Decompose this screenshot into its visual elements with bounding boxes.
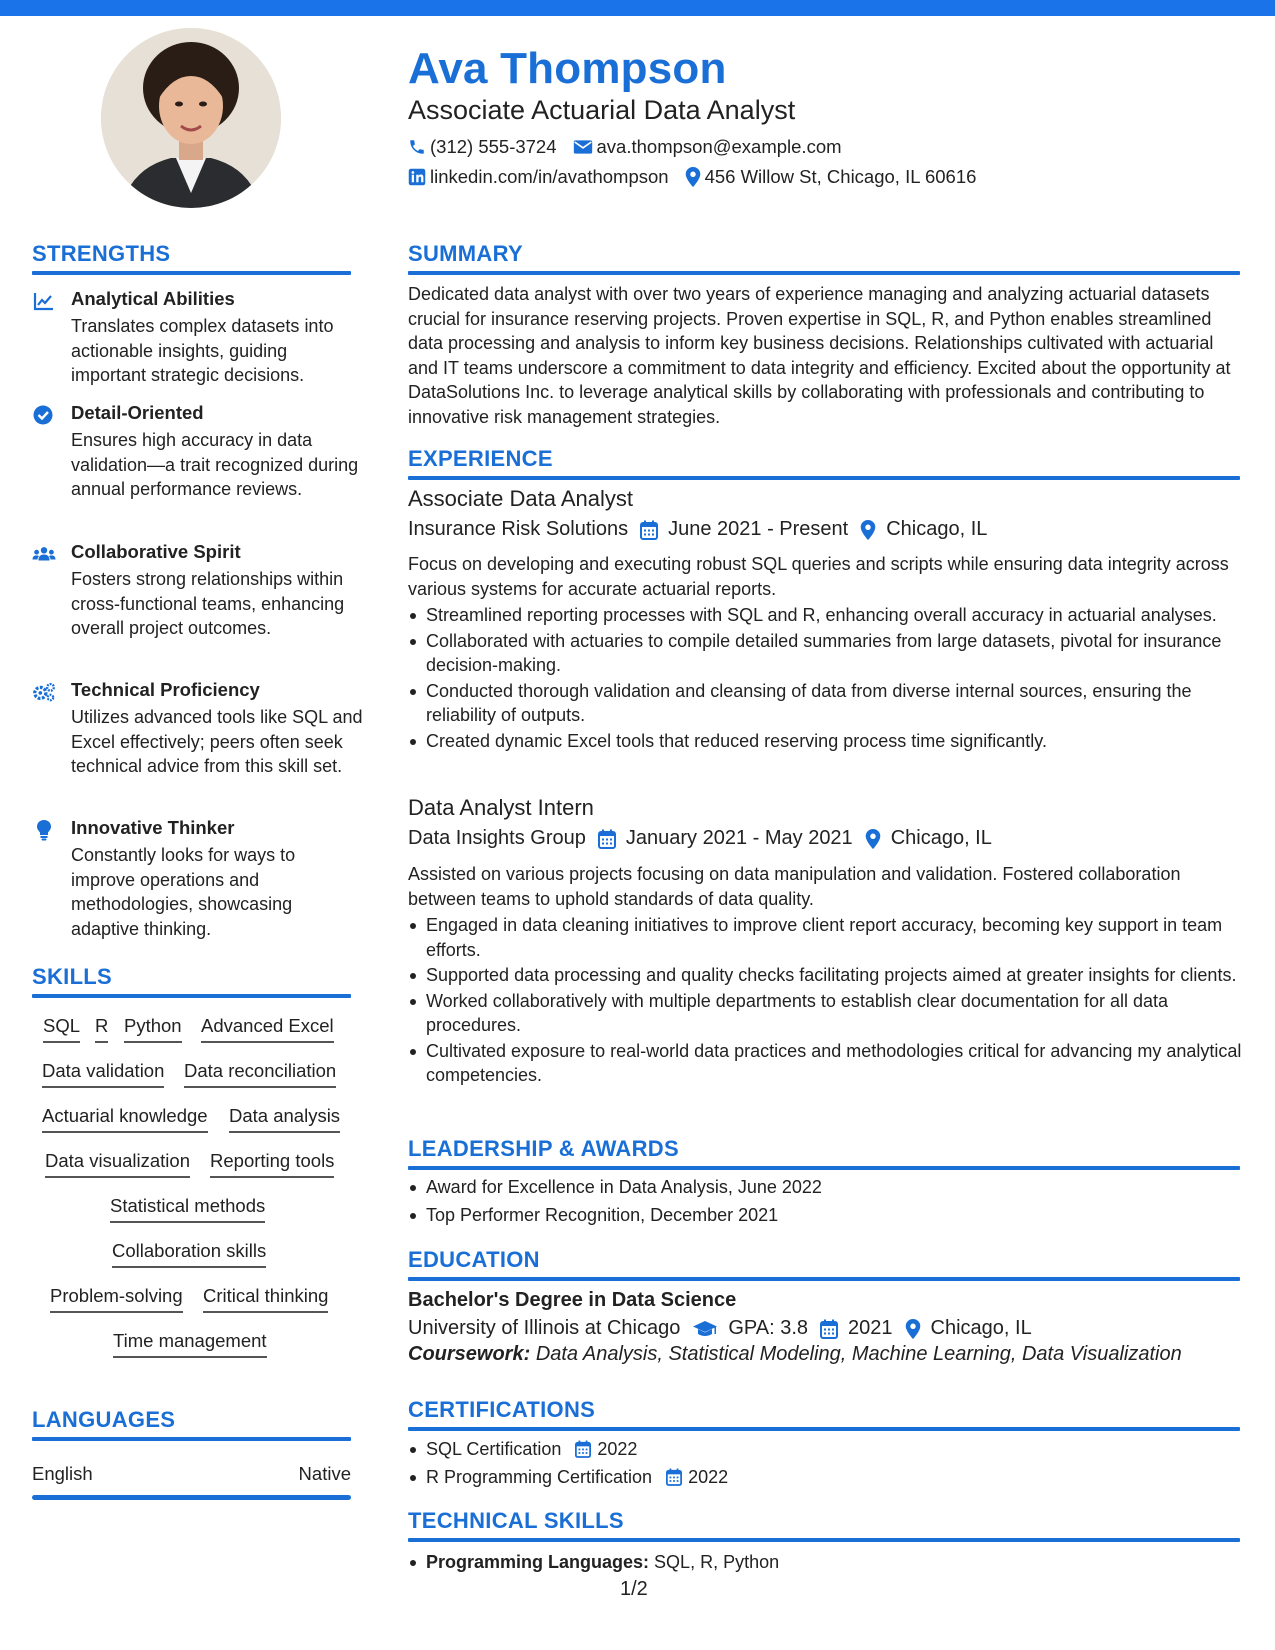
candidate-name: Ava Thompson — [408, 44, 727, 93]
job-meta — [408, 518, 987, 541]
profile-photo — [101, 28, 281, 208]
strength-title: Technical Proficiency — [71, 679, 260, 700]
skill-tag: Actuarial knowledge — [42, 1105, 208, 1133]
list-item: Award for Excellence in Data Analysis, June 2022 — [408, 1175, 1248, 1200]
list-item — [408, 1465, 1248, 1490]
email-text: ava.thompson@example.com — [596, 136, 842, 157]
people-group-icon — [32, 543, 56, 565]
list-item: Top Performer Recognition, December 2021 — [408, 1203, 1248, 1228]
cert-name: SQL Certification — [426, 1439, 562, 1459]
company-name: Insurance Risk Solutions — [408, 518, 629, 540]
list-item: Streamlined reporting processes with SQL and R, enhancing overall accuracy in actuarial analyses. — [408, 603, 1248, 628]
degree-title: Bachelor's Degree in Data Science — [408, 1289, 737, 1311]
top-accent-bar — [0, 0, 1275, 16]
education-heading: EDUCATION — [408, 1247, 540, 1272]
list-item: Worked collaboratively with multiple departments to establish clear documentation for all data procedures. — [408, 989, 1248, 1038]
graduation-cap-icon — [692, 1320, 718, 1338]
linkedin-text: linkedin.com/in/avathompson — [430, 166, 669, 187]
list-item — [408, 1437, 1248, 1462]
skill-tag: Advanced Excel — [201, 1015, 334, 1043]
technical-heading: TECHNICAL SKILLS — [408, 1508, 624, 1533]
strength-title: Collaborative Spirit — [71, 541, 241, 562]
job-title: Data Analyst Intern — [408, 795, 594, 820]
certifications-list — [408, 1437, 1248, 1490]
gears-icon — [32, 681, 56, 703]
skill-tag: R — [95, 1015, 108, 1043]
languages-heading: LANGUAGES — [32, 1407, 176, 1432]
calendar-icon — [666, 1468, 682, 1486]
technical-divider — [408, 1538, 1240, 1542]
address-item — [685, 166, 977, 188]
location-pin-icon — [865, 829, 881, 849]
skill-tag: Statistical methods — [110, 1195, 265, 1223]
education-meta — [408, 1317, 1032, 1340]
coursework-list: Data Analysis, Statistical Modeling, Machine Learning, Data Visualization — [535, 1343, 1182, 1365]
job-location: Chicago, IL — [890, 827, 992, 849]
cert-year: 2022 — [688, 1466, 729, 1487]
languages-divider — [32, 1437, 351, 1441]
strength-item — [32, 402, 362, 522]
certifications-divider — [408, 1427, 1240, 1431]
coursework — [408, 1343, 1182, 1366]
job-dates: June 2021 - Present — [668, 518, 849, 540]
contact-row-2 — [408, 166, 992, 188]
cert-name: R Programming Certification — [426, 1466, 653, 1487]
job-meta — [408, 827, 992, 850]
list-item — [408, 1550, 1248, 1575]
address-text: 456 Willow St, Chicago, IL 60616 — [704, 166, 977, 187]
email-item[interactable] — [573, 136, 842, 158]
calendar-icon — [640, 520, 658, 540]
leadership-divider — [408, 1166, 1240, 1170]
skills-heading: SKILLS — [32, 964, 113, 989]
strength-title: Analytical Abilities — [71, 288, 235, 309]
strengths-heading: STRENGTHS — [32, 241, 171, 266]
language-name: English — [32, 1463, 93, 1484]
contact-row-1 — [408, 136, 858, 158]
list-item: Collaborated with actuaries to compile detailed summaries from large datasets, pivotal for insurance decision-making. — [408, 629, 1248, 678]
skill-tag: Critical thinking — [203, 1285, 328, 1313]
job-description: Focus on developing and executing robust SQL queries and scripts while ensuring data integrity across various systems for accurate actuarial reports. — [408, 554, 1229, 599]
strength-desc: Ensures high accuracy in data validation—a trait recognized during annual performance reviews. — [71, 430, 359, 499]
location-pin-icon — [905, 1319, 921, 1339]
check-circle-icon — [32, 404, 56, 426]
experience-divider — [408, 476, 1240, 480]
skill-tag: Reporting tools — [210, 1150, 334, 1178]
list-item: Created dynamic Excel tools that reduced reserving process time significantly. — [408, 729, 1248, 754]
summary-divider — [408, 271, 1240, 275]
strength-item — [32, 817, 362, 937]
location-pin-icon — [685, 167, 701, 187]
list-item: Conducted thorough validation and cleansing of data from diverse internal sources, ensuring the reliability of outputs. — [408, 679, 1248, 728]
skill-tag: Time management — [113, 1330, 267, 1358]
job-title: Associate Data Analyst — [408, 486, 634, 511]
envelope-icon — [573, 139, 593, 155]
list-item: Cultivated exposure to real-world data practices and methodologies critical for advancing my analytical competencies. — [408, 1039, 1248, 1088]
phone-item[interactable] — [408, 136, 557, 158]
list-item: Supported data processing and quality checks facilitating projects aimed at greater insights for clients. — [408, 963, 1248, 988]
skill-tag: Python — [124, 1015, 182, 1043]
linkedin-item[interactable] — [408, 166, 669, 188]
education-divider — [408, 1277, 1240, 1281]
summary-text: Dedicated data analyst with over two years of experience managing and analyzing actuarial datasets crucial for insurance reserving projects. Proven expertise in SQL, R, and Python enables streamlined data processing and analysis to inform key business decisions. Relationships cultivated with actuarial and IT teams underscore a commitment to data integrity and efficiency. Excited about the opportunity at DataSolutions Inc. to leverage analytical skills by collaborating with professionals and contributing to innovative risk management strategies. — [408, 284, 1231, 427]
certifications-heading: CERTIFICATIONS — [408, 1397, 596, 1422]
strength-title: Innovative Thinker — [71, 817, 235, 838]
technical-list — [408, 1550, 1248, 1576]
candidate-title: Associate Actuarial Data Analyst — [408, 95, 796, 125]
calendar-icon — [820, 1319, 838, 1339]
calendar-icon — [598, 829, 616, 849]
skill-tag: Data reconciliation — [184, 1060, 336, 1088]
cert-year: 2022 — [597, 1439, 638, 1459]
strength-item — [32, 541, 362, 661]
calendar-icon — [575, 1440, 591, 1458]
location-pin-icon — [860, 520, 876, 540]
technical-label: Programming Languages: — [426, 1552, 650, 1572]
job-dates: January 2021 - May 2021 — [625, 827, 853, 849]
job-description: Assisted on various projects focusing on data manipulation and validation. Fostered collaboration between teams to uphold standards of data quality. — [408, 864, 1181, 909]
language-level: Native — [298, 1463, 351, 1484]
strength-desc: Utilizes advanced tools like SQL and Excel effectively; peers often seek technical advice from this skill set. — [71, 707, 363, 776]
skills-divider — [32, 994, 351, 998]
skill-tag: Problem-solving — [50, 1285, 183, 1313]
trending-chart-icon — [32, 290, 56, 312]
awards-list — [408, 1175, 1248, 1228]
language-row — [32, 1463, 351, 1485]
school-name: University of Illinois at Chicago — [408, 1317, 681, 1339]
strength-desc: Translates complex datasets into actionable insights, guiding important strategic decisions. — [71, 316, 334, 385]
skill-tag: SQL — [43, 1015, 80, 1043]
lightbulb-icon — [32, 819, 56, 841]
linkedin-icon — [408, 168, 426, 186]
skill-tag: Data validation — [42, 1060, 164, 1088]
strength-item — [32, 679, 362, 799]
skill-tag: Data analysis — [229, 1105, 340, 1133]
gpa: GPA: 3.8 — [728, 1317, 809, 1339]
experience-heading: EXPERIENCE — [408, 446, 553, 471]
job-bullets — [408, 913, 1248, 1089]
summary-heading: SUMMARY — [408, 241, 523, 266]
technical-value: SQL, R, Python — [654, 1552, 780, 1572]
leadership-heading: LEADERSHIP & AWARDS — [408, 1136, 679, 1161]
language-level-bar — [32, 1495, 351, 1500]
job-location: Chicago, IL — [886, 518, 988, 540]
strength-item — [32, 288, 362, 388]
strengths-divider — [32, 271, 351, 275]
skill-tag: Data visualization — [45, 1150, 190, 1178]
strength-desc: Constantly looks for ways to improve operations and methodologies, showcasing adaptive thinking. — [71, 845, 296, 939]
skill-tag: Collaboration skills — [112, 1240, 266, 1268]
company-name: Data Insights Group — [408, 827, 586, 849]
graduation-year: 2021 — [848, 1317, 893, 1339]
strength-desc: Fosters strong relationships within cross-functional teams, enhancing overall project outcomes. — [71, 569, 345, 638]
list-item: Engaged in data cleaning initiatives to improve client report accuracy, becoming key support in team efforts. — [408, 913, 1248, 962]
phone-icon — [408, 138, 426, 156]
strength-title: Detail-Oriented — [71, 402, 204, 423]
page-number: 1/2 — [620, 1578, 648, 1600]
job-bullets — [408, 603, 1248, 754]
school-location: Chicago, IL — [930, 1317, 1032, 1339]
phone-text: (312) 555-3724 — [430, 136, 557, 157]
coursework-label: Coursework: — [408, 1343, 531, 1365]
